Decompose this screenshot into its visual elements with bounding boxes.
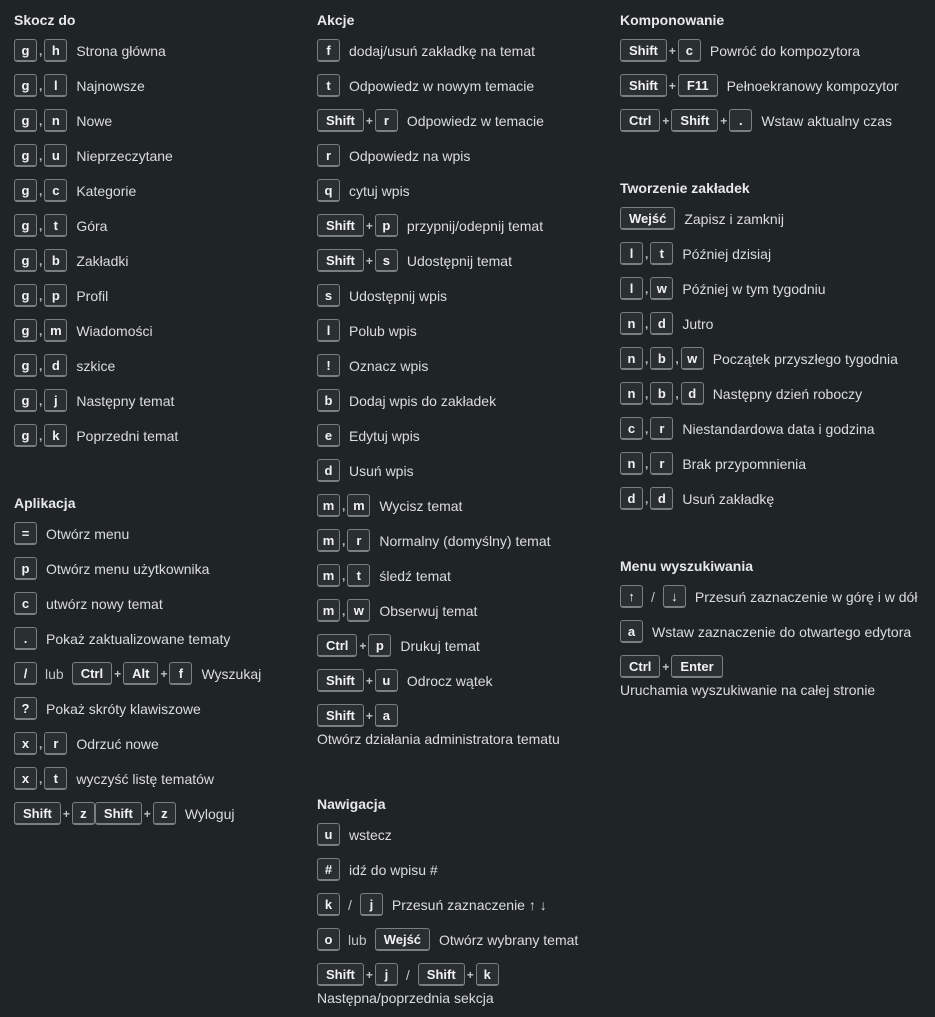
shortcut-row (620, 345, 917, 372)
keyboard-key: w (650, 277, 673, 300)
keyboard-key: ? (14, 697, 37, 720)
shortcut-row (317, 457, 578, 484)
keyboard-key: g (14, 179, 37, 202)
shortcut-row (14, 800, 261, 827)
shortcut-description: Wiadomości (76, 322, 153, 339)
keyboard-key: d (681, 382, 704, 405)
key-separator: , (39, 428, 43, 443)
keyboard-key: g (14, 144, 37, 167)
keyboard-key: . (14, 627, 37, 650)
keyboard-key: Shift (620, 39, 667, 62)
shortcut-row (620, 583, 917, 610)
key-separator: , (39, 253, 43, 268)
keyboard-key: r (317, 144, 340, 167)
shortcut-description: Odrzuć nowe (76, 735, 159, 752)
keyboard-key: ↓ (663, 585, 686, 608)
keyboard-key: Ctrl (72, 662, 112, 685)
keyboard-key: h (44, 39, 67, 62)
shortcut-row (317, 37, 578, 64)
key-separator: + (720, 113, 728, 128)
keyboard-key: Shift (620, 74, 667, 97)
shortcut-description: Pokaż skróty klawiszowe (46, 700, 201, 717)
shortcut-row (14, 72, 261, 99)
shortcut-row (14, 387, 261, 414)
key-separator: , (39, 78, 43, 93)
key-separator: + (365, 708, 373, 723)
shortcut-description: Obserwuj temat (379, 602, 478, 619)
shortcut-description: Drukuj temat (400, 637, 480, 654)
keyboard-key: b (44, 249, 67, 272)
key-separator: + (466, 967, 474, 982)
section-title-akcje: Akcje (317, 12, 355, 28)
shortcut-row (14, 142, 261, 169)
keyboard-key: d (650, 312, 673, 335)
keyboard-key: c (14, 592, 37, 615)
keyboard-key: q (317, 179, 340, 202)
keyboard-key: Shift (317, 704, 364, 727)
key-separator: + (143, 806, 151, 821)
keyboard-key: u (44, 144, 67, 167)
shortcut-description: Początek przyszłego tygodnia (712, 350, 898, 367)
shortcut-description: Nieprzeczytane (76, 147, 173, 164)
shortcut-row (620, 653, 917, 680)
shortcut-row (620, 450, 917, 477)
keyboard-key: k (317, 893, 340, 916)
keyboard-key: Shift (95, 802, 142, 825)
keyboard-key: n (620, 382, 643, 405)
keyboard-key: n (620, 452, 643, 475)
keyboard-key: j (44, 389, 67, 412)
shortcut-row (317, 926, 578, 953)
key-separator: , (39, 323, 43, 338)
shortcut-row (14, 422, 261, 449)
keyboard-key: f (317, 39, 340, 62)
key-separator: , (342, 603, 346, 618)
keyboard-key: p (375, 214, 398, 237)
shortcut-row (317, 891, 578, 918)
shortcut-description: Później dzisiaj (682, 245, 772, 262)
keyboard-key: s (375, 249, 398, 272)
shortcut-description: śledź temat (379, 567, 451, 584)
shortcut-row (317, 142, 578, 169)
keyboard-key: j (375, 963, 398, 986)
shortcut-row (317, 422, 578, 449)
keyboard-key: Shift (418, 963, 465, 986)
shortcut-row (620, 72, 917, 99)
shortcut-row (14, 695, 261, 722)
shortcut-row (620, 205, 917, 232)
keyboard-key: r (375, 109, 398, 132)
shortcut-description: szkice (76, 357, 116, 374)
shortcut-row (14, 520, 261, 547)
shortcut-description: Otwórz wybrany temat (439, 931, 579, 948)
keyboard-key: m (347, 494, 370, 517)
shortcut-row (14, 317, 261, 344)
shortcut-description: Następny temat (76, 392, 175, 409)
shortcut-description: Kategorie (76, 182, 137, 199)
shortcut-description: Normalny (domyślny) temat (379, 532, 551, 549)
key-separator: + (365, 218, 373, 233)
key-separator: / (651, 588, 655, 605)
shortcut-description: Profil (76, 287, 109, 304)
shortcut-row (317, 282, 578, 309)
keyboard-key: t (347, 564, 370, 587)
shortcut-row (14, 282, 261, 309)
keyboard-key: l (620, 242, 643, 265)
keyboard-key: Shift (317, 669, 364, 692)
shortcut-row (317, 177, 578, 204)
keyboard-key: b (650, 347, 673, 370)
shortcut-row (620, 618, 917, 645)
keyboard-key: n (620, 347, 643, 370)
shortcut-description: Polub wpis (349, 322, 417, 339)
keyboard-key: g (14, 214, 37, 237)
keyboard-key: g (14, 39, 37, 62)
keyboard-key: x (14, 767, 37, 790)
shortcut-row (14, 730, 261, 757)
key-separator: , (675, 351, 679, 366)
keyboard-key: p (368, 634, 391, 657)
keyboard-key: u (317, 823, 340, 846)
keyboard-key: = (14, 522, 37, 545)
shortcut-row (14, 37, 261, 64)
section-title-skocz-do: Skocz do (14, 12, 76, 28)
shortcut-description: Wycisz temat (379, 497, 463, 514)
shortcut-description: wyczyść listę tematów (76, 770, 215, 787)
shortcut-row (317, 72, 578, 99)
shortcut-row (14, 555, 261, 582)
keyboard-key: s (317, 284, 340, 307)
keyboard-key: Shift (671, 109, 718, 132)
shortcut-description: Odpowiedz na wpis (349, 147, 471, 164)
keyboard-key: n (620, 312, 643, 335)
keyboard-key: e (317, 424, 340, 447)
keyboard-key: d (317, 459, 340, 482)
key-separator: + (62, 806, 70, 821)
keyboard-key: k (476, 963, 499, 986)
key-separator: , (342, 498, 346, 513)
shortcut-row (317, 821, 578, 848)
shortcut-description: dodaj/usuń zakładkę na temat (349, 42, 536, 59)
key-separator: + (662, 659, 670, 674)
keyboard-key: / (14, 662, 37, 685)
shortcut-description: Strona główna (76, 42, 166, 59)
shortcut-description: Następna/poprzednia sekcja (317, 990, 494, 1006)
keyboard-key: l (44, 74, 67, 97)
keyboard-key: g (14, 319, 37, 342)
key-separator: + (365, 253, 373, 268)
keyboard-key: g (14, 389, 37, 412)
shortcut-description: Później w tym tygodniu (682, 280, 826, 297)
shortcut-description: Brak przypomnienia (682, 455, 807, 472)
shortcut-row (317, 107, 578, 134)
column-middle (317, 0, 578, 1017)
shortcut-row (317, 317, 578, 344)
shortcut-description: Usuń zakładkę (682, 490, 775, 507)
key-separator: lub (348, 931, 367, 948)
shortcut-description: Pełnoekranowy kompozytor (726, 77, 899, 94)
shortcut-description: Zakładki (76, 252, 129, 269)
keyboard-key: p (44, 284, 67, 307)
section-title-aplikacja: Aplikacja (14, 495, 76, 511)
shortcut-description: Wstaw zaznaczenie do otwartego edytora (652, 623, 912, 640)
shortcut-description: Oznacz wpis (349, 357, 429, 374)
keyboard-key: f (169, 662, 192, 685)
key-separator: , (39, 113, 43, 128)
keyboard-key: Ctrl (620, 655, 660, 678)
keyboard-key: Shift (317, 214, 364, 237)
key-separator: , (645, 316, 649, 331)
key-separator: + (668, 78, 676, 93)
shortcut-row (620, 380, 917, 407)
keyboard-key: m (317, 564, 340, 587)
keyboard-key: r (650, 452, 673, 475)
shortcut-row (14, 765, 261, 792)
key-separator: + (160, 666, 168, 681)
keyboard-key: F11 (678, 74, 718, 97)
keyboard-key: d (44, 354, 67, 377)
key-separator: / (348, 896, 352, 913)
shortcut-description: Wyszukaj (201, 665, 262, 682)
shortcut-description: idź do wpisu # (349, 861, 438, 878)
shortcut-row (620, 37, 917, 64)
key-separator: , (342, 568, 346, 583)
keyboard-key: a (375, 704, 398, 727)
keyboard-key: c (44, 179, 67, 202)
key-separator: , (39, 218, 43, 233)
keyboard-key: g (14, 109, 37, 132)
shortcut-row (317, 667, 578, 694)
shortcut-description: Otwórz menu (46, 525, 130, 542)
key-separator: , (39, 288, 43, 303)
column-right (620, 0, 917, 709)
key-separator: + (662, 113, 670, 128)
shortcut-row (317, 352, 578, 379)
keyboard-key: t (44, 214, 67, 237)
keyboard-key: t (317, 74, 340, 97)
key-separator: lub (45, 665, 64, 682)
keyboard-key: Shift (317, 963, 364, 986)
shortcut-description: Jutro (682, 315, 714, 332)
keyboard-key: x (14, 732, 37, 755)
key-separator: , (645, 246, 649, 261)
key-separator: + (359, 638, 367, 653)
keyboard-key: ↑ (620, 585, 643, 608)
shortcut-row (14, 212, 261, 239)
keyboard-key: l (620, 277, 643, 300)
shortcut-row (317, 702, 578, 729)
shortcut-description: Odpowiedz w temacie (406, 112, 544, 129)
shortcut-row (317, 632, 578, 659)
shortcut-row (620, 485, 917, 512)
keyboard-key: u (375, 669, 398, 692)
keyboard-key: Shift (317, 109, 364, 132)
shortcut-row (620, 275, 917, 302)
shortcut-row (317, 597, 578, 624)
shortcut-description: Udostępnij wpis (349, 287, 448, 304)
key-separator: , (645, 386, 649, 401)
keyboard-key: g (14, 284, 37, 307)
keyboard-key: b (317, 389, 340, 412)
key-separator: , (645, 456, 649, 471)
keyboard-key: d (620, 487, 643, 510)
shortcut-row (14, 247, 261, 274)
key-separator: , (645, 281, 649, 296)
shortcut-row (317, 562, 578, 589)
keyboard-key: k (44, 424, 67, 447)
key-separator: , (39, 736, 43, 751)
shortcut-description: Uruchamia wyszukiwanie na całej stronie (620, 682, 876, 698)
keyboard-key: t (44, 767, 67, 790)
keyboard-key: z (153, 802, 176, 825)
keyboard-key: j (360, 893, 383, 916)
shortcut-row (14, 660, 261, 687)
keyboard-key: c (678, 39, 701, 62)
keyboard-key: m (317, 599, 340, 622)
keyboard-key: g (14, 249, 37, 272)
keyboard-key: m (317, 494, 340, 517)
keyboard-key: Wejść (620, 207, 675, 230)
key-separator: , (39, 43, 43, 58)
key-separator: , (645, 491, 649, 506)
shortcut-row (14, 590, 261, 617)
keyboard-key: d (650, 487, 673, 510)
shortcut-row (14, 352, 261, 379)
keyboard-key: ! (317, 354, 340, 377)
shortcut-description: Odrocz wątek (406, 672, 493, 689)
key-separator: , (645, 421, 649, 436)
shortcut-description: Dodaj wpis do zakładek (349, 392, 497, 409)
keyboard-key: Shift (317, 249, 364, 272)
keyboard-key: m (44, 319, 67, 342)
shortcut-description: Poprzedni temat (76, 427, 179, 444)
key-separator: / (405, 966, 410, 983)
key-separator: , (39, 148, 43, 163)
key-separator: + (365, 967, 373, 982)
keyboard-key: w (347, 599, 370, 622)
keyboard-key: w (681, 347, 704, 370)
shortcut-description: Powróć do kompozytora (709, 42, 861, 59)
key-separator: + (114, 666, 122, 681)
keyboard-key: Enter (671, 655, 722, 678)
key-separator: , (675, 386, 679, 401)
shortcut-row (317, 212, 578, 239)
shortcut-row (317, 247, 578, 274)
shortcut-row (620, 415, 917, 442)
keyboard-key: a (620, 620, 643, 643)
shortcut-description: utwórz nowy temat (46, 595, 163, 612)
keyboard-key: o (317, 928, 340, 951)
keyboard-key: n (44, 109, 67, 132)
shortcut-description: Zapisz i zamknij (684, 210, 784, 227)
shortcut-row (620, 310, 917, 337)
shortcut-description: Przesuń zaznaczenie ↑ ↓ (391, 896, 547, 913)
shortcut-description: Góra (76, 217, 108, 234)
shortcut-description: Następny dzień roboczy (712, 385, 863, 402)
shortcut-description: Edytuj wpis (349, 427, 420, 444)
shortcut-row (620, 107, 917, 134)
key-separator: + (668, 43, 676, 58)
column-left (14, 0, 261, 835)
shortcut-description: Przesuń zaznaczenie w górę i w dół (694, 588, 918, 605)
shortcut-description: Nowe (76, 112, 113, 129)
keyboard-key: c (620, 417, 643, 440)
shortcut-row (14, 625, 261, 652)
keyboard-key: Wejść (375, 928, 430, 951)
key-separator: , (39, 771, 43, 786)
keyboard-key: l (317, 319, 340, 342)
key-separator: , (39, 393, 43, 408)
shortcut-row (317, 527, 578, 554)
keyboard-key: t (650, 242, 673, 265)
shortcut-description: Wyloguj (184, 805, 235, 822)
key-separator: , (645, 351, 649, 366)
shortcut-description: Pokaż zaktualizowane tematy (46, 630, 231, 647)
keyboard-key: Shift (14, 802, 61, 825)
keyboard-key: r (44, 732, 67, 755)
keyboard-key: Alt (123, 662, 158, 685)
keyboard-key: b (650, 382, 673, 405)
keyboard-key: Ctrl (317, 634, 357, 657)
shortcut-row (317, 387, 578, 414)
keyboard-key: g (14, 74, 37, 97)
keyboard-key: r (650, 417, 673, 440)
key-separator: + (365, 673, 373, 688)
section-title-menu-wyszukiwania: Menu wyszukiwania (620, 558, 754, 574)
keyboard-key: g (14, 424, 37, 447)
section-title-tworzenie-zakladek: Tworzenie zakładek (620, 180, 750, 196)
shortcut-description: przypnij/odepnij temat (406, 217, 544, 234)
keyboard-key: . (729, 109, 752, 132)
keyboard-key: Ctrl (620, 109, 660, 132)
shortcut-row (620, 240, 917, 267)
keyboard-key: p (14, 557, 37, 580)
keyboard-key: r (347, 529, 370, 552)
shortcut-description: wstecz (349, 826, 392, 843)
keyboard-key: z (72, 802, 95, 825)
shortcut-row (317, 856, 578, 883)
keyboard-key: m (317, 529, 340, 552)
section-title-komponowanie: Komponowanie (620, 12, 725, 28)
key-separator: + (365, 113, 373, 128)
shortcut-description: Udostępnij temat (406, 252, 512, 269)
shortcut-description: Najnowsze (76, 77, 145, 94)
key-separator: , (342, 533, 346, 548)
shortcut-description: cytuj wpis (349, 182, 410, 199)
shortcut-description: Otwórz menu użytkownika (46, 560, 210, 577)
shortcut-description: Otwórz działania administratora tematu (317, 731, 560, 747)
keyboard-key: # (317, 858, 340, 881)
keyboard-key: g (14, 354, 37, 377)
shortcut-description: Odpowiedz w nowym temacie (349, 77, 535, 94)
shortcut-row (14, 107, 261, 134)
shortcut-row (317, 961, 578, 988)
section-title-nawigacja: Nawigacja (317, 796, 386, 812)
shortcut-description: Usuń wpis (349, 462, 414, 479)
key-separator: , (39, 358, 43, 373)
shortcut-row (317, 492, 578, 519)
shortcut-row (14, 177, 261, 204)
shortcut-description: Wstaw aktualny czas (761, 112, 893, 129)
shortcut-description: Niestandardowa data i godzina (682, 420, 875, 437)
key-separator: , (39, 183, 43, 198)
